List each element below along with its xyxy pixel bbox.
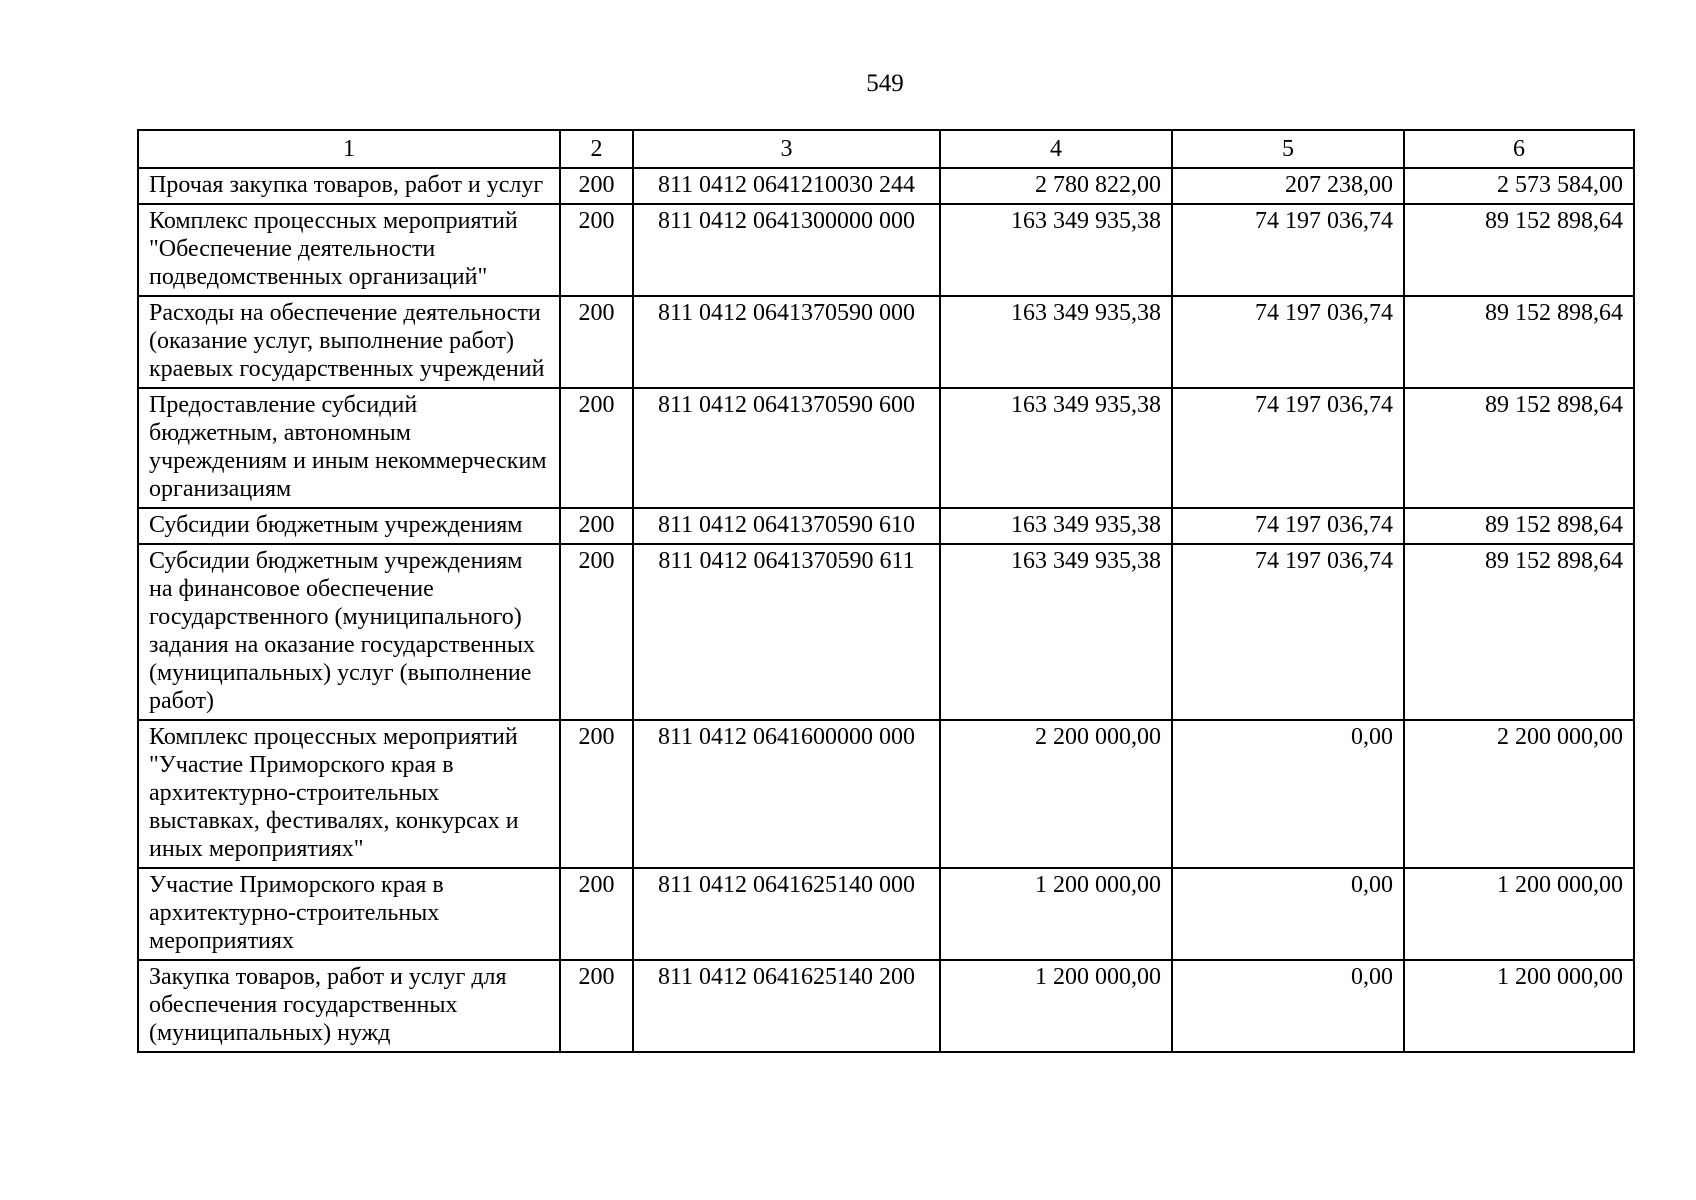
table-row bbox=[138, 204, 1634, 296]
row-value-5-cell: 74 197 036,74 bbox=[1172, 388, 1404, 508]
row-value-5-cell: 0,00 bbox=[1172, 868, 1404, 960]
row-value-5-cell: 207 238,00 bbox=[1172, 168, 1404, 204]
row-col2-cell: 200 bbox=[560, 544, 633, 720]
row-code-cell: 811 0412 0641370590 000 bbox=[633, 296, 940, 388]
table-row bbox=[138, 720, 1634, 868]
header-col-6: 6 bbox=[1404, 130, 1634, 168]
row-col2-cell: 200 bbox=[560, 868, 633, 960]
table-row bbox=[138, 388, 1634, 508]
header-col-1: 1 bbox=[138, 130, 560, 168]
row-value-5-cell: 74 197 036,74 bbox=[1172, 204, 1404, 296]
row-col2-cell: 200 bbox=[560, 508, 633, 544]
row-value-5-cell: 74 197 036,74 bbox=[1172, 296, 1404, 388]
row-code-cell: 811 0412 0641625140 000 bbox=[633, 868, 940, 960]
row-name-cell: Субсидии бюджетным учреждениям bbox=[138, 508, 560, 544]
row-col2-cell: 200 bbox=[560, 204, 633, 296]
header-col-5: 5 bbox=[1172, 130, 1404, 168]
table-row bbox=[138, 508, 1634, 544]
row-name-cell: Участие Приморского края в архитектурно-строительных мероприятиях bbox=[138, 868, 560, 960]
row-col2-cell: 200 bbox=[560, 168, 633, 204]
row-value-5-cell: 0,00 bbox=[1172, 720, 1404, 868]
row-value-6-cell: 1 200 000,00 bbox=[1404, 960, 1634, 1052]
table-body bbox=[138, 168, 1634, 1052]
row-value-5-cell: 0,00 bbox=[1172, 960, 1404, 1052]
row-code-cell: 811 0412 0641600000 000 bbox=[633, 720, 940, 868]
header-col-4: 4 bbox=[940, 130, 1172, 168]
table-row bbox=[138, 960, 1634, 1052]
row-name-cell: Предоставление субсидий бюджетным, автономным учреждениям и иным некоммерческим организациям bbox=[138, 388, 560, 508]
row-value-6-cell: 2 573 584,00 bbox=[1404, 168, 1634, 204]
row-code-cell: 811 0412 0641300000 000 bbox=[633, 204, 940, 296]
table-row bbox=[138, 868, 1634, 960]
row-col2-cell: 200 bbox=[560, 296, 633, 388]
header-col-3: 3 bbox=[633, 130, 940, 168]
row-value-4-cell: 163 349 935,38 bbox=[940, 204, 1172, 296]
row-code-cell: 811 0412 0641210030 244 bbox=[633, 168, 940, 204]
row-name-cell: Прочая закупка товаров, работ и услуг bbox=[138, 168, 560, 204]
row-code-cell: 811 0412 0641625140 200 bbox=[633, 960, 940, 1052]
row-value-4-cell: 1 200 000,00 bbox=[940, 868, 1172, 960]
table-row bbox=[138, 168, 1634, 204]
row-value-4-cell: 2 200 000,00 bbox=[940, 720, 1172, 868]
budget-table bbox=[137, 129, 1635, 1053]
row-value-6-cell: 89 152 898,64 bbox=[1404, 508, 1634, 544]
row-value-6-cell: 89 152 898,64 bbox=[1404, 204, 1634, 296]
row-value-6-cell: 2 200 000,00 bbox=[1404, 720, 1634, 868]
row-value-4-cell: 163 349 935,38 bbox=[940, 296, 1172, 388]
row-value-6-cell: 89 152 898,64 bbox=[1404, 296, 1634, 388]
row-name-cell: Комплекс процессных мероприятий "Участие Приморского края в архитектурно-строительных выставках, фестивалях, конкурсах и иных мероприятиях" bbox=[138, 720, 560, 868]
row-value-6-cell: 1 200 000,00 bbox=[1404, 868, 1634, 960]
row-value-4-cell: 163 349 935,38 bbox=[940, 388, 1172, 508]
row-code-cell: 811 0412 0641370590 610 bbox=[633, 508, 940, 544]
table-row bbox=[138, 296, 1634, 388]
row-value-4-cell: 2 780 822,00 bbox=[940, 168, 1172, 204]
row-value-5-cell: 74 197 036,74 bbox=[1172, 508, 1404, 544]
row-value-4-cell: 1 200 000,00 bbox=[940, 960, 1172, 1052]
row-name-cell: Закупка товаров, работ и услуг для обеспечения государственных (муниципальных) нужд bbox=[138, 960, 560, 1052]
row-col2-cell: 200 bbox=[560, 388, 633, 508]
row-col2-cell: 200 bbox=[560, 960, 633, 1052]
row-value-4-cell: 163 349 935,38 bbox=[940, 544, 1172, 720]
page-number: 549 bbox=[866, 70, 904, 97]
header-col-2: 2 bbox=[560, 130, 633, 168]
row-col2-cell: 200 bbox=[560, 720, 633, 868]
row-code-cell: 811 0412 0641370590 600 bbox=[633, 388, 940, 508]
row-value-5-cell: 74 197 036,74 bbox=[1172, 544, 1404, 720]
row-value-6-cell: 89 152 898,64 bbox=[1404, 388, 1634, 508]
row-name-cell: Расходы на обеспечение деятельности (оказание услуг, выполнение работ) краевых государственных учреждений bbox=[138, 296, 560, 388]
header-row bbox=[138, 130, 1634, 168]
row-value-4-cell: 163 349 935,38 bbox=[940, 508, 1172, 544]
table-row bbox=[138, 544, 1634, 720]
row-value-6-cell: 89 152 898,64 bbox=[1404, 544, 1634, 720]
row-code-cell: 811 0412 0641370590 611 bbox=[633, 544, 940, 720]
row-name-cell: Субсидии бюджетным учреждениям на финансовое обеспечение государственного (муниципального) задания на оказание государственных (муниципальных) услуг (выполнение работ) bbox=[138, 544, 560, 720]
row-name-cell: Комплекс процессных мероприятий "Обеспечение деятельности подведомственных организаций" bbox=[138, 204, 560, 296]
